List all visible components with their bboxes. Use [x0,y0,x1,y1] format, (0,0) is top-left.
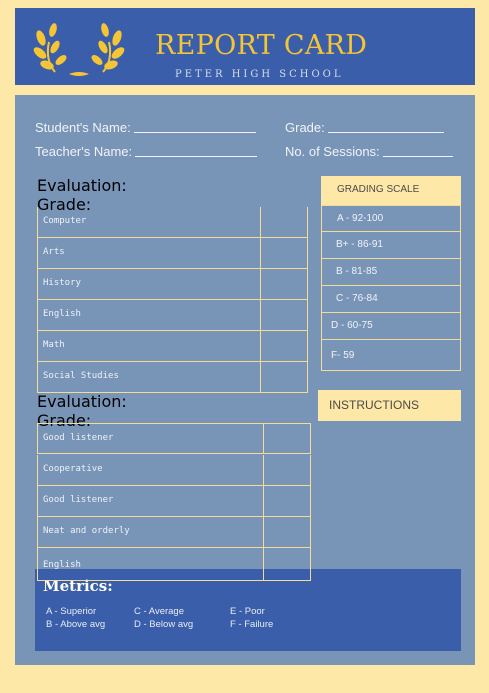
metrics-box [35,569,461,651]
grading-scale-item [321,286,461,313]
grade-range-label: B+ - 86-91 [336,239,383,250]
metric-item: C - Average [134,606,184,617]
subject-label: Arts [43,247,65,257]
subject-label: History [43,278,81,288]
laurel-wreath-icon [33,20,128,80]
grading-scale-item [321,205,461,232]
report-title: REPORT CARD [155,30,368,61]
grade-label: Grade: [285,120,325,135]
subjects-grade-header: Grade: [37,195,92,214]
behavior-label: Neat and orderly [43,526,130,536]
subject-label: Computer [43,216,87,226]
teacher-name-label: Teacher's Name: [35,144,133,159]
report-header [15,8,475,85]
table-row[interactable] [37,331,308,362]
metric-item: D - Below avg [134,619,194,630]
behavior-grade-header: Grade: [37,411,92,430]
grade-range-label: B - 81-85 [336,266,378,277]
behavior-eval-header: Evaluation: [37,392,127,411]
student-name-label: Student's Name: [35,120,131,135]
grading-scale-item [321,232,461,259]
behavior-label: Good listener [43,433,114,443]
grading-scale-item [321,340,461,371]
grading-scale-item [321,259,461,286]
grade-field[interactable] [285,120,444,135]
behavior-label: Cooperative [43,464,103,474]
table-row[interactable] [37,300,308,331]
metric-item: F - Failure [230,619,274,630]
instructions-header [318,390,461,421]
behavior-label: English [43,560,81,570]
sessions-field[interactable] [285,144,453,159]
teacher-name-field[interactable] [35,144,257,159]
behavior-label: Good listener [43,495,114,505]
grading-scale-item [321,313,461,340]
table-row[interactable] [37,207,308,238]
subjects-eval-header: Evaluation: [37,176,127,195]
table-row[interactable] [37,269,308,300]
metric-item: B - Above avg [46,619,106,630]
table-row[interactable] [37,548,311,581]
grading-scale-title: GRADING SCALE [337,184,420,195]
student-name-field[interactable] [35,120,256,135]
instructions-label: INSTRUCTIONS [329,398,419,412]
grade-range-label: D - 60-75 [331,320,373,331]
grade-range-label: C - 76-84 [336,293,378,304]
grade-range-label: F- 59 [331,350,355,361]
metric-item: A - Superior [46,606,97,617]
metric-item: E - Poor [230,606,265,617]
table-row[interactable] [37,423,311,454]
table-row[interactable] [37,455,311,486]
table-row[interactable] [37,486,311,517]
subject-label: Social Studies [43,371,119,381]
metrics-title: Metrics: [43,577,113,595]
table-row[interactable] [37,517,311,548]
sessions-label: No. of Sessions: [285,144,380,159]
table-row[interactable] [37,362,308,393]
grade-range-label: A - 92-100 [337,213,384,224]
grading-scale-header [321,176,461,205]
school-name: PETER HIGH SCHOOL [175,69,344,80]
subject-label: Math [43,340,65,350]
table-row[interactable] [37,238,308,269]
subject-label: English [43,309,81,319]
